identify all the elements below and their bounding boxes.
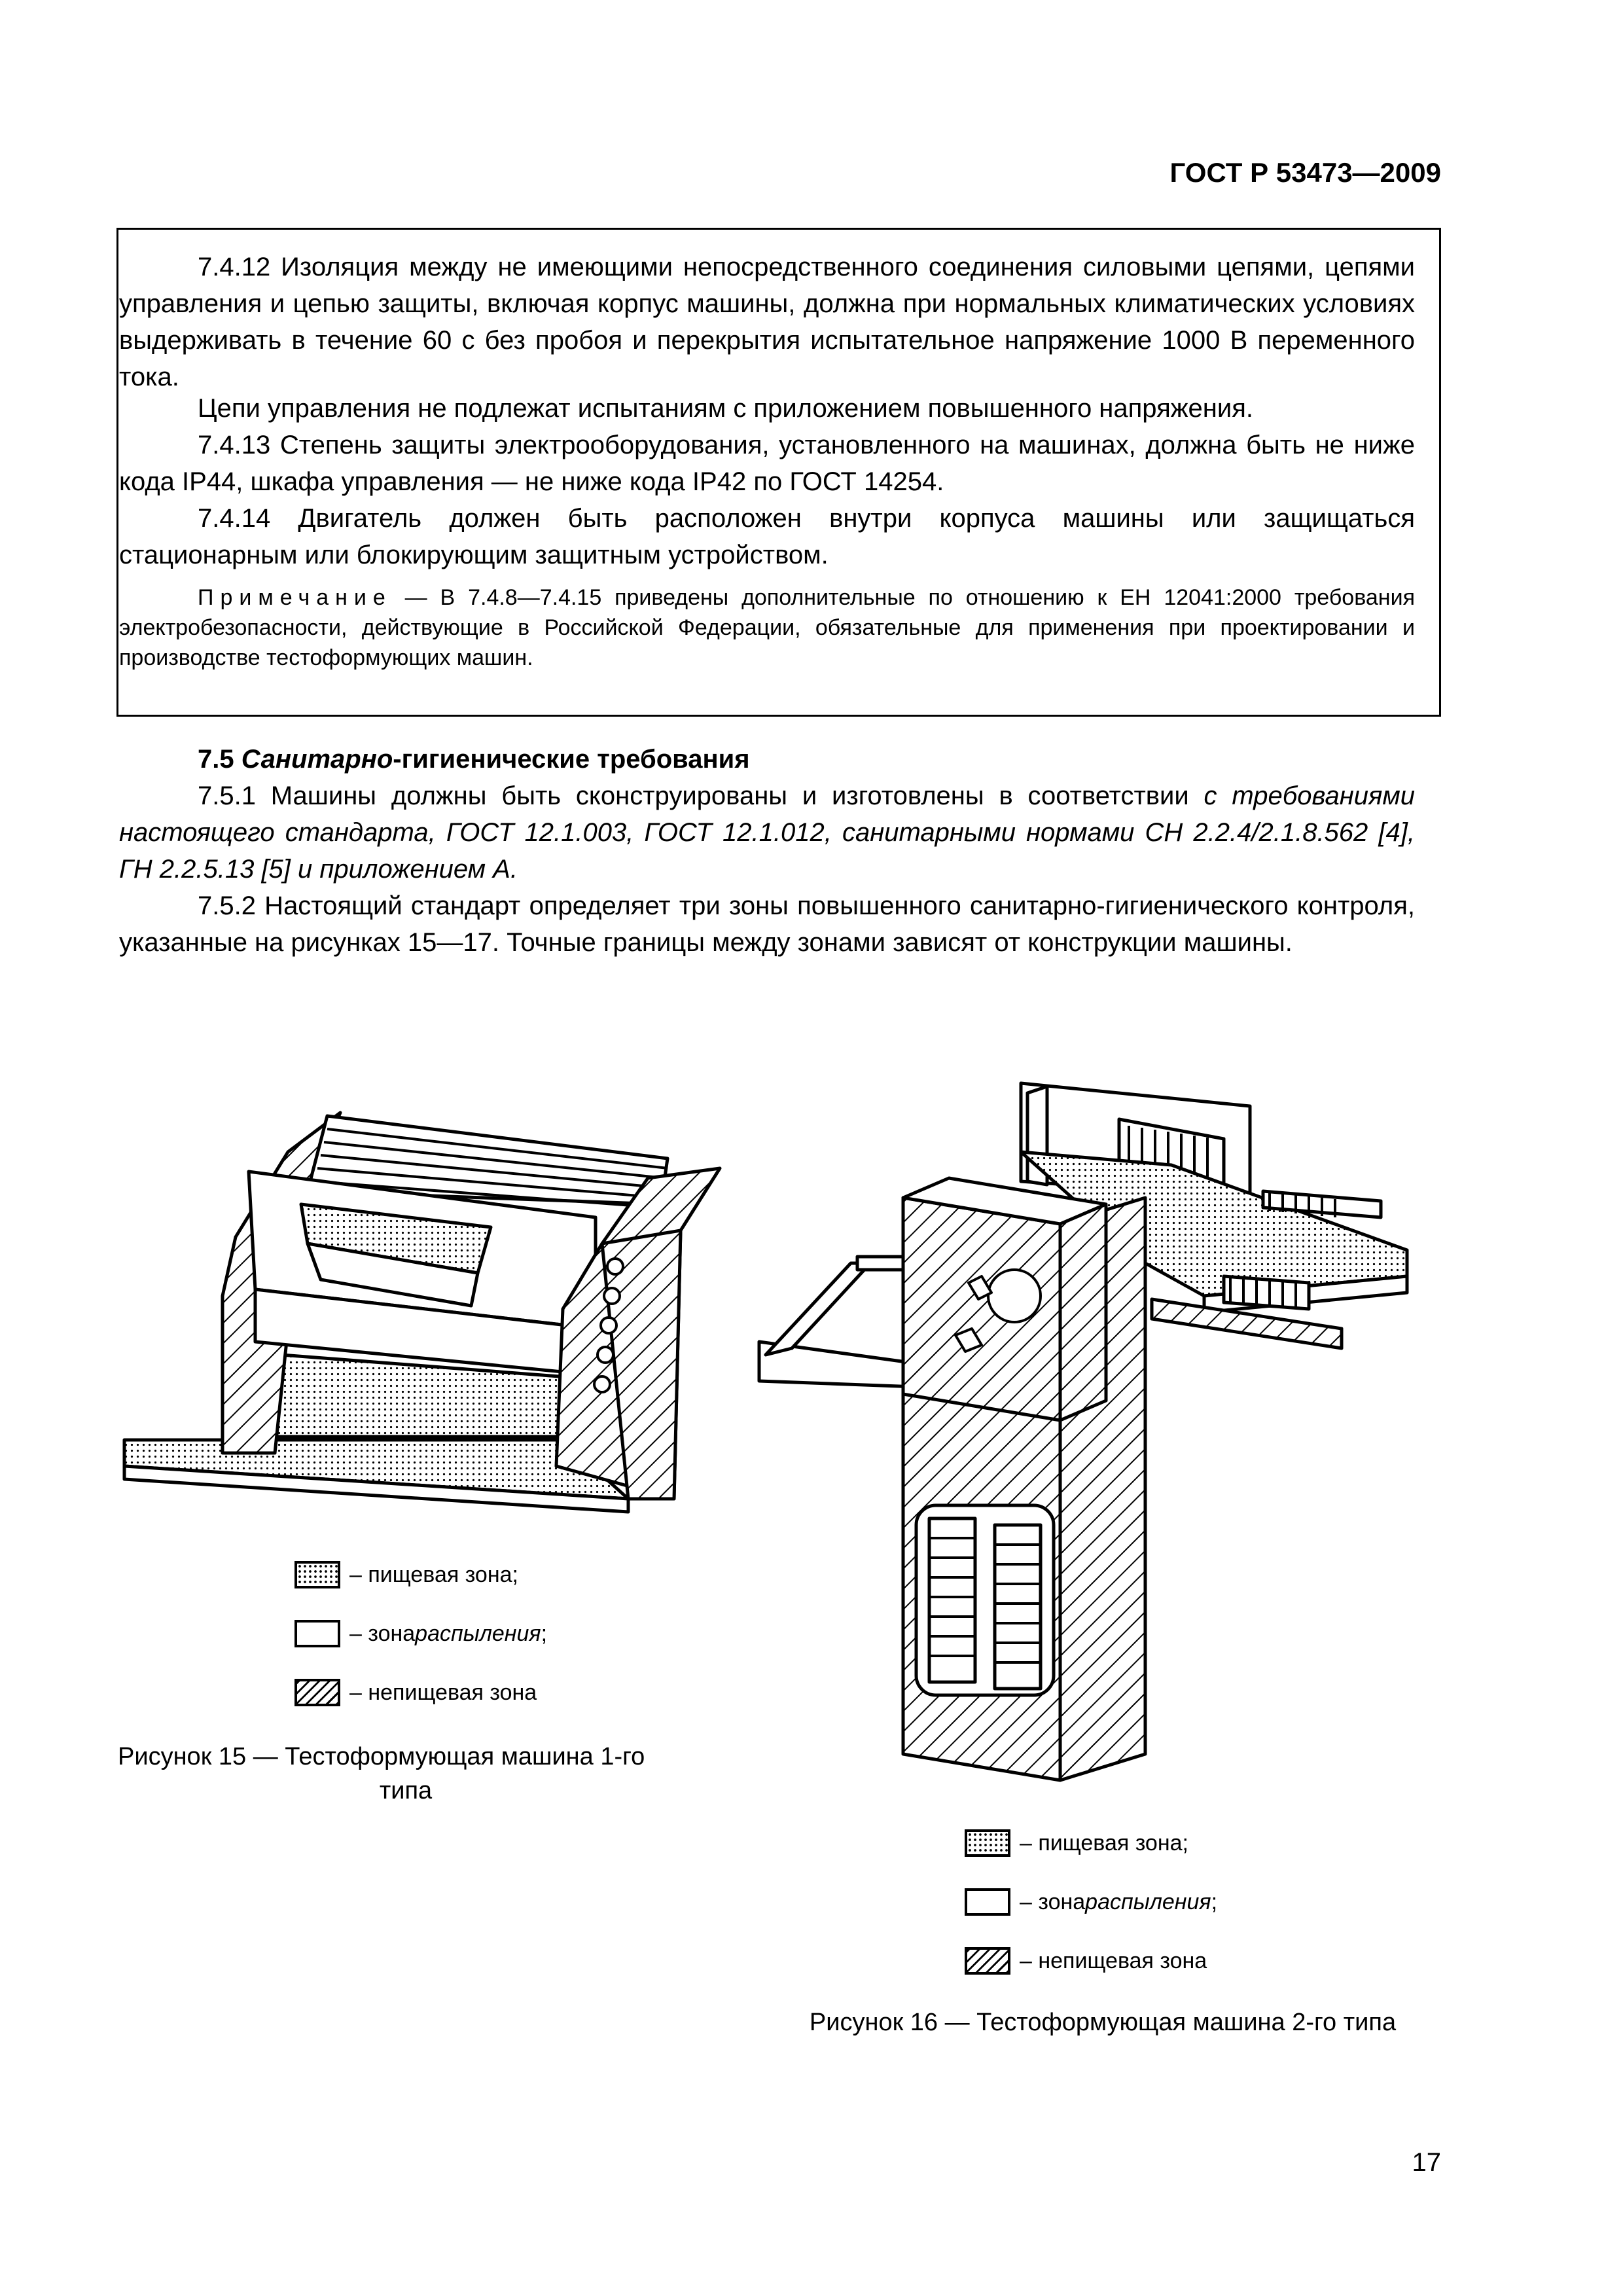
section-title-rest: -гигиенические требования (393, 745, 750, 774)
dotted-swatch-icon (294, 1561, 340, 1588)
paragraph-7-4-13: 7.4.13 Степень защиты электрооборудования, установленного на машинах, должна быть не ниже кода IP44, шкафа управления — не ниже кода IP42 по ГОСТ 14254. (119, 431, 1415, 496)
note-paragraph (119, 583, 1415, 673)
fig16-legend-spray: – зона распыления ; (965, 1885, 1217, 1919)
blank-swatch-icon (294, 1620, 340, 1647)
section-title-italic: Санитарно (241, 745, 393, 774)
figure-16-caption: Рисунок 16 — Тестоформующая машина 2-го типа (809, 2009, 1397, 2036)
fig15-legend-spray: – зона распыления ; (294, 1617, 547, 1651)
fig16-legend-nonfood: – непищевая зона (965, 1944, 1207, 1978)
p751-italic: с требованиями настоящего стандарта, ГОСТ 12.1.003, ГОСТ 12.1.012, санитарными нормами СН 2.2.4/2.1.8.562 [4], ГН 2.2.5.13 [5] и приложением А. (119, 781, 1415, 884)
dotted-swatch-icon (965, 1829, 1010, 1857)
hatched-swatch-icon (965, 1947, 1010, 1975)
paragraph-7-5-1 (119, 778, 1415, 888)
blank-swatch-icon (965, 1888, 1010, 1916)
paragraph-7-5-2: 7.5.2 Настоящий стандарт определяет три зоны повышенного санитарно-гигиенического контроля, указанные на рисунках 15—17. Точные границы между зонами зависят от конструкции машины. (119, 891, 1415, 957)
fig15-legend-food: – пищевая зона; (294, 1558, 518, 1592)
figure-15-caption-line2: типа (379, 1777, 433, 1804)
figure-16-illustration (753, 1067, 1453, 1793)
section-heading-7-5 (119, 741, 1415, 778)
control-box-side (1060, 1204, 1106, 1420)
note-label: Примечание (198, 585, 392, 610)
paragraph-7-4-14: 7.4.14 Двигатель должен быть расположен внутри корпуса машины или защищаться стационарным или блокирующим защитным устройством. (119, 504, 1415, 569)
hatched-swatch-icon (294, 1679, 340, 1706)
fig16-legend-food: – пищевая зона; (965, 1826, 1188, 1860)
page-number: 17 (1412, 2148, 1441, 2177)
figure-15-illustration (111, 1047, 726, 1558)
section-number: 7.5 (198, 745, 241, 774)
vent-grille-left (929, 1518, 975, 1682)
note-text: — В 7.4.8—7.4.15 приведены дополнительные по отношению к ЕН 12041:2000 требования электробезопасности, действующие в Российской Федерации, обязательные для применения при проектировании и производстве тестоформующих машин. (119, 585, 1415, 670)
paragraph-7-4-12: 7.4.12 Изоляция между не имеющими непосредственного соединения силовыми цепями, цепями управления и цепью защиты, включая корпус машины, должна при нормальных климатических условиях выдерживать в течение 60 с без пробоя и перекрытия испытательное напряжение 1000 В переменного тока. (119, 253, 1415, 391)
vent-grille-right (995, 1525, 1041, 1689)
document-header: ГОСТ Р 53473—2009 (1169, 157, 1441, 188)
dial-icon (988, 1270, 1041, 1322)
p751-start: 7.5.1 Машины должны быть сконструированы и изготовлены в соответствии (198, 781, 1204, 810)
fig15-legend-nonfood: – непищевая зона (294, 1676, 537, 1710)
paragraph-control-circuits: Цепи управления не подлежат испытаниям с приложением повышенного напряжения. (198, 394, 1253, 423)
figure-15-caption-line1: Рисунок 15 — Тестоформующая машина 1-го (118, 1743, 645, 1770)
